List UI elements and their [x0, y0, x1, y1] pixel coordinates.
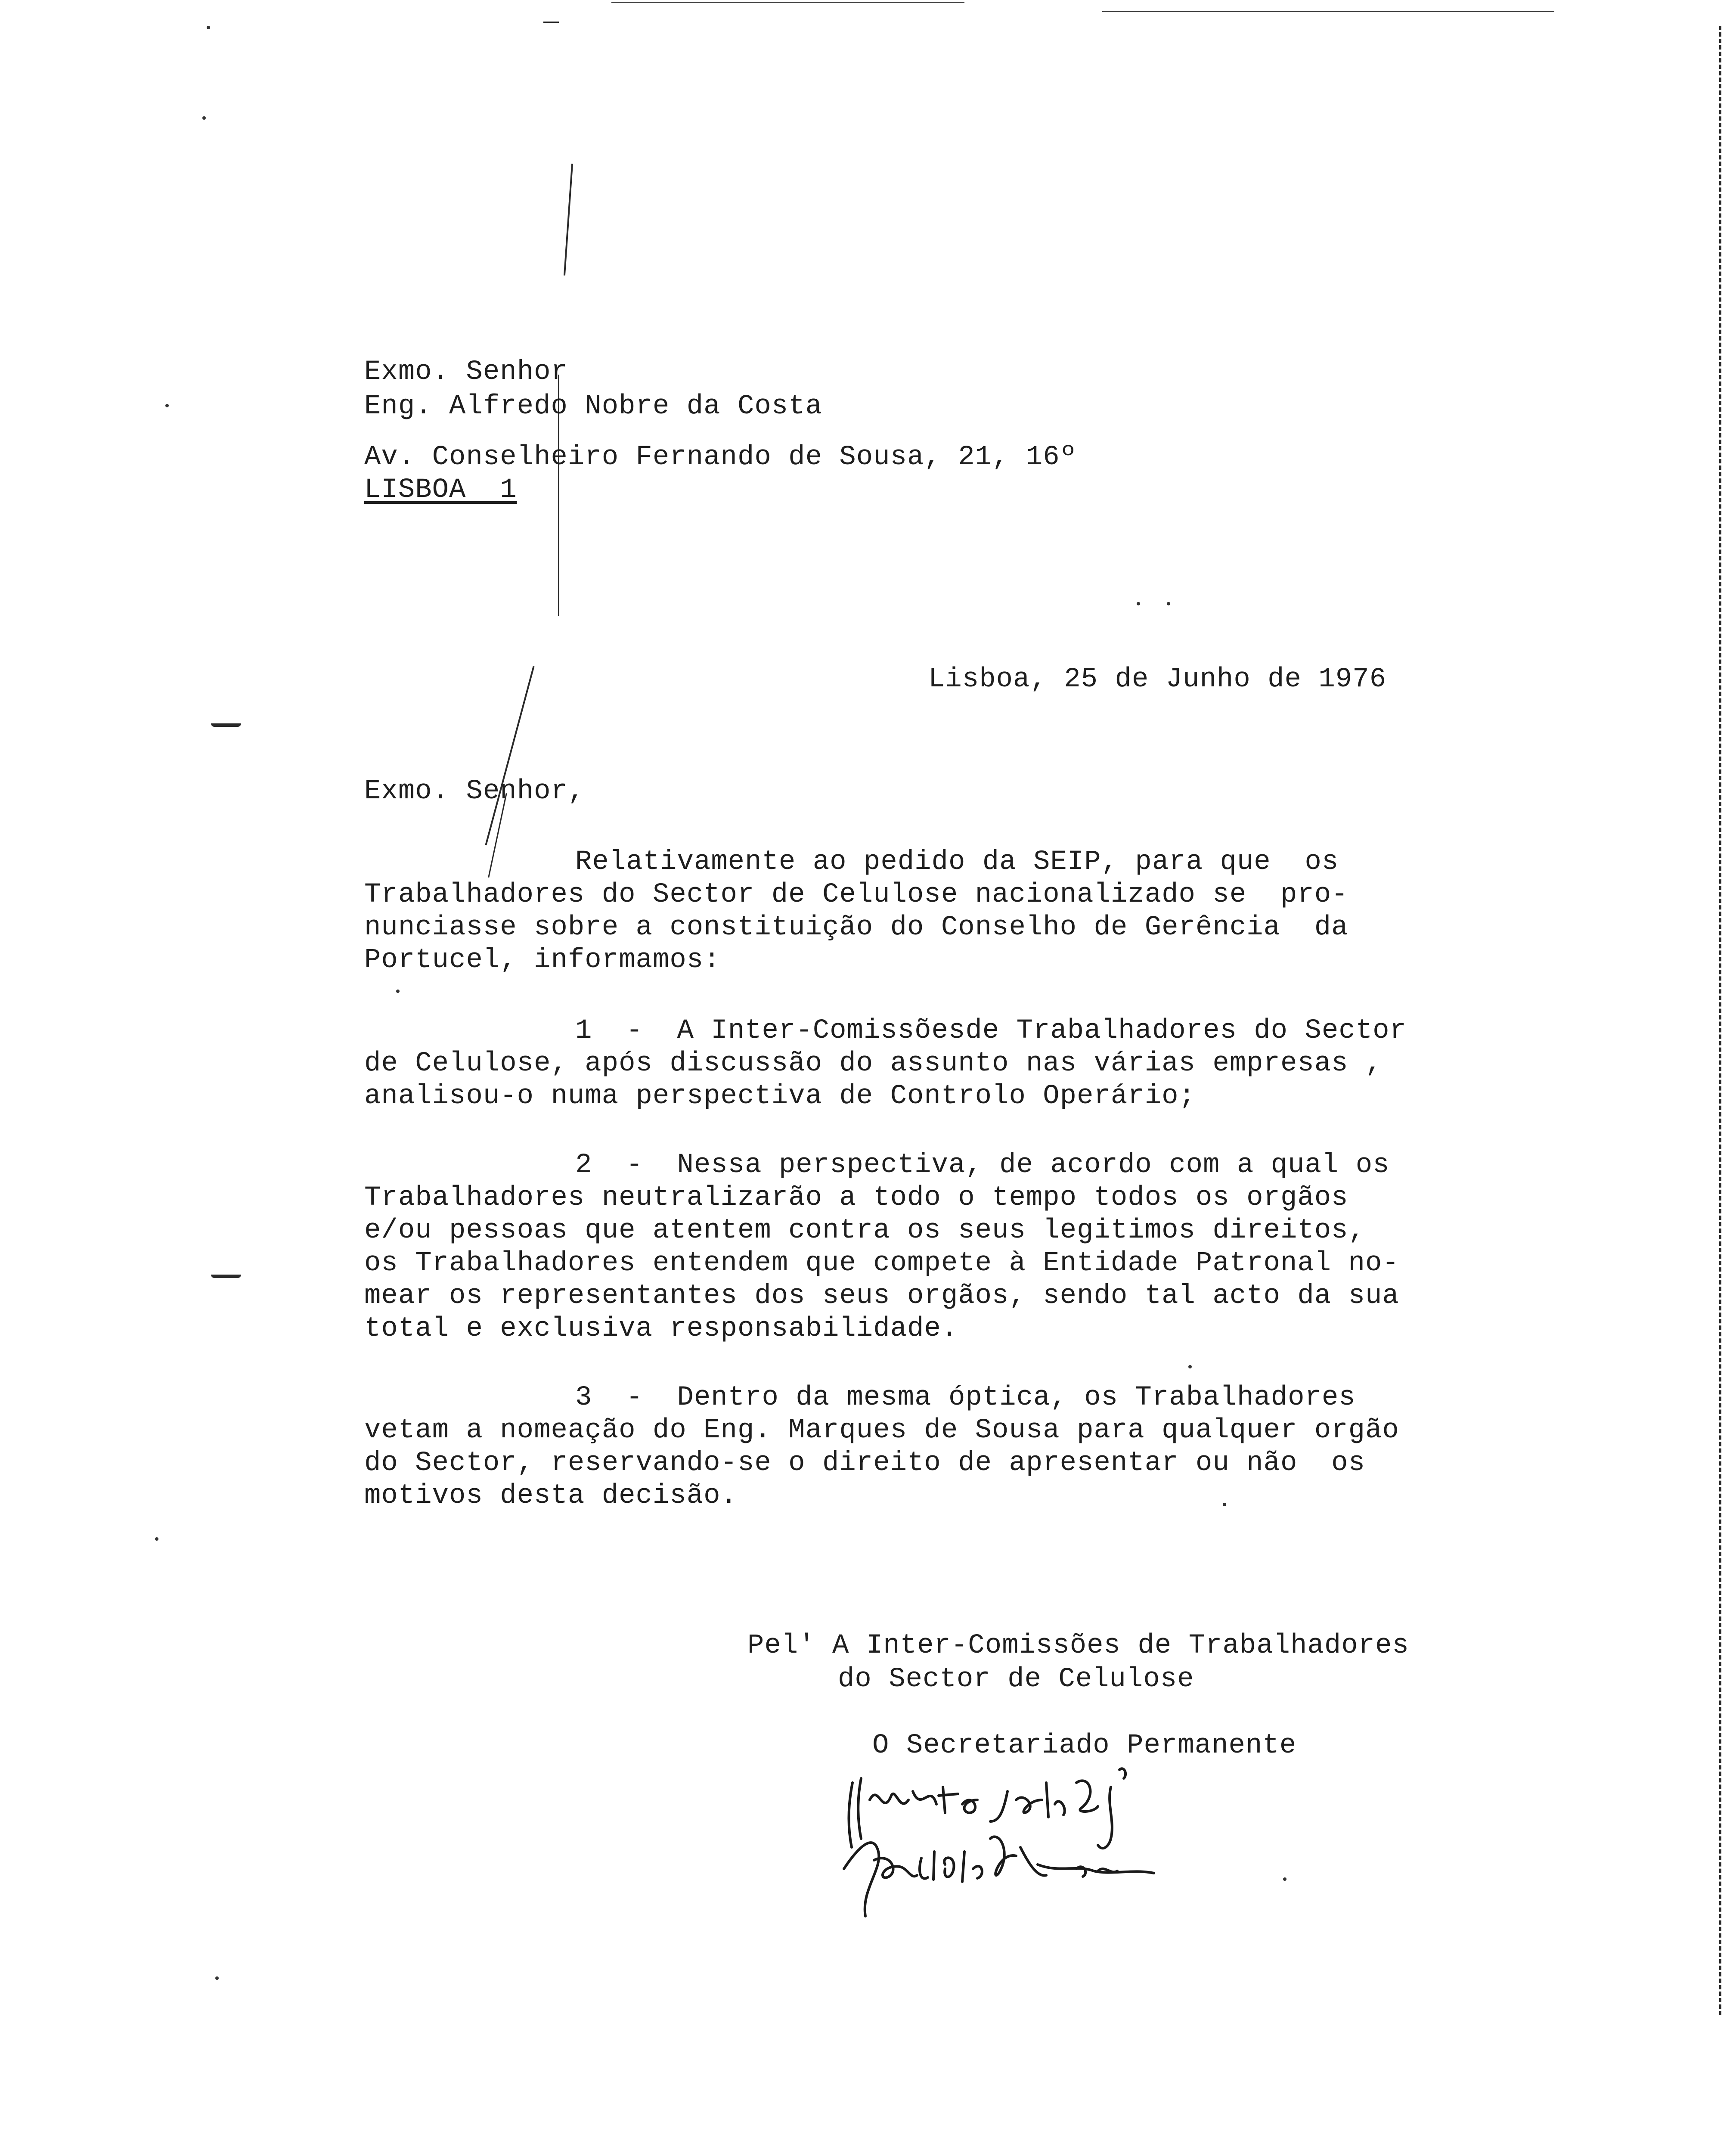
point3-line: do Sector, reservando-se o direito de apresentar ou não os	[364, 1448, 1365, 1479]
scan-dot	[155, 1537, 158, 1541]
point2-line: mear os representantes dos seus orgãos, sendo tal acto da sua	[364, 1281, 1399, 1312]
point1-line: analisou-o numa perspectiva de Controlo Operário;	[364, 1081, 1196, 1112]
scan-curve	[211, 1275, 241, 1278]
point3-line: motivos desta decisão.	[364, 1480, 738, 1511]
scan-dot	[1167, 602, 1170, 605]
scan-dot	[1188, 1365, 1192, 1368]
scan-right-edge	[1719, 26, 1727, 2015]
scan-top-line	[1102, 11, 1554, 12]
scan-dot	[1137, 602, 1140, 605]
scan-dot	[1223, 1503, 1226, 1506]
point3-line: vetam a nomeação do Eng. Marques de Sousa para qualquer orgão	[364, 1415, 1399, 1446]
point2-line: Trabalhadores neutralizarão a todo o tempo todos os orgãos	[364, 1182, 1348, 1213]
scan-dot	[207, 26, 210, 29]
point2-line: e/ou pessoas que atentem contra os seus legitimos direitos,	[364, 1215, 1365, 1246]
scan-dot	[165, 404, 169, 407]
point2-line: total e exclusiva responsabilidade.	[364, 1313, 958, 1344]
scan-top-line	[611, 2, 964, 3]
intro-line: Trabalhadores do Sector de Celulose nacionalizado se pro-	[364, 879, 1348, 910]
intro-line: nunciasse sobre a constituição do Conselho de Gerência da	[364, 912, 1348, 943]
handwritten-signature	[835, 1765, 1266, 1920]
letter-greeting: Exmo. Senhor,	[364, 776, 585, 807]
intro-line: Portucel, informamos:	[364, 945, 721, 976]
intro-line: Relativamente ao pedido da SEIP, para que os	[575, 847, 1339, 878]
point2-line: os Trabalhadores entendem que compete à Entidade Patronal no-	[364, 1248, 1399, 1279]
closing-signatory: O Secretariado Permanente	[872, 1730, 1297, 1761]
scan-dash	[543, 22, 559, 23]
scan-dot	[396, 990, 400, 993]
closing-line: do Sector de Celulose	[838, 1664, 1194, 1695]
closing-line: Pel' A Inter-Comissões de Trabalhadores	[747, 1630, 1409, 1661]
letter-date: Lisboa, 25 de Junho de 1976	[928, 664, 1386, 695]
point3-line: 3 - Dentro da mesma óptica, os Trabalhadores	[575, 1382, 1356, 1413]
scan-stroke	[485, 666, 534, 845]
recipient-city: LISBOA 1	[364, 475, 517, 506]
point1-line: de Celulose, após discussão do assunto nas várias empresas ,	[364, 1048, 1383, 1079]
recipient-salutation: Exmo. Senhor	[364, 357, 568, 388]
scan-dot	[1283, 1877, 1286, 1881]
scan-dot	[202, 116, 206, 120]
point1-line: 1 - A Inter-Comissõesde Trabalhadores do Sector	[575, 1015, 1407, 1046]
recipient-address: Av. Conselheiro Fernando de Sousa, 21, 16º	[364, 442, 1077, 473]
recipient-name: Eng. Alfredo Nobre da Costa	[364, 391, 822, 422]
scan-curve	[211, 723, 241, 727]
scan-stroke	[564, 164, 573, 276]
scan-dot	[215, 1976, 219, 1980]
point2-line: 2 - Nessa perspectiva, de acordo com a qual os	[575, 1150, 1390, 1181]
